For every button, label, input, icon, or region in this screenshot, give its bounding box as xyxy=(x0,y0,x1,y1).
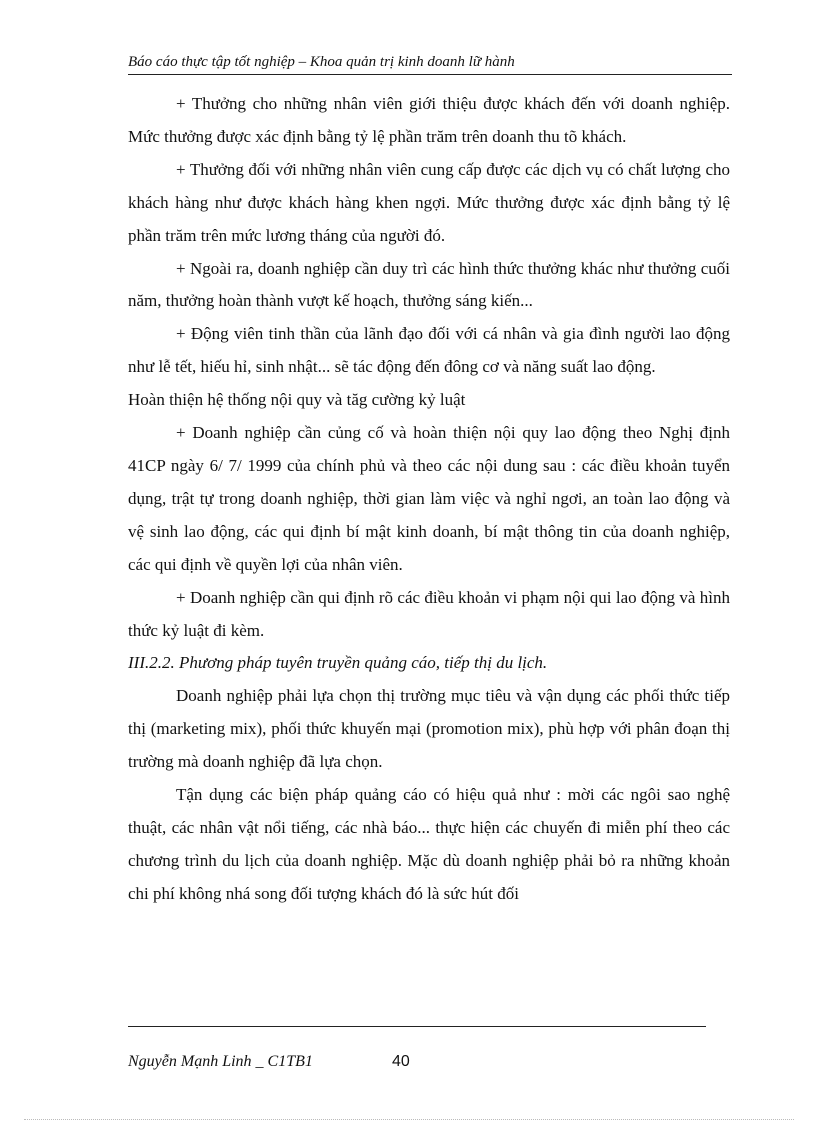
paragraph-violations: + Doanh nghiệp cần qui định rõ các điều khoản vi phạm nội qui lao động và hình thức kỷ luật đi kèm. xyxy=(128,587,730,640)
running-header xyxy=(128,52,732,75)
running-header-title: Báo cáo thực tập tốt nghiệp – Khoa quản trị kinh doanh lữ hành xyxy=(128,54,515,70)
page-body xyxy=(128,88,730,911)
section-heading-marketing: III.2.2. Phương pháp tuyên truyền quảng cáo, tiếp thị du lịch. xyxy=(128,653,548,673)
paragraph-target-market: Doanh nghiệp phải lựa chọn thị trường mục tiêu và vận dụng các phối thức tiếp thị (marketing mix), phối thức khuyến mại (promotion mix), phù hợp với phân đoạn thị trường mà doanh nghiệp đã lựa chọn. xyxy=(128,686,730,772)
footer-author: Nguyễn Mạnh Linh _ C1TB1 xyxy=(128,1053,313,1070)
paragraph-internal-rules: + Doanh nghiệp cần củng cố và hoàn thiện nội quy lao động theo Nghị định 41CP ngày 6/ 7/ 1999 của chính phủ và theo các nội dung sau : các điều khoản tuyển dụng, trật tự trong doanh nghiệp, thời gian làm việc và nghỉ ngơi, an toàn lao động và vệ sinh lao động, các qui định bí mật kinh doanh, bí mật thông tin của doanh nghiệp, các qui định về quyền lợi của nhân viên. xyxy=(128,423,730,574)
paragraph-advertising: Tận dụng các biện pháp quảng cáo có hiệu quả như : mời các ngôi sao nghệ thuật, các nhân vật nổi tiếng, các nhà báo... thực hiện các chuyến đi miễn phí theo các chương trình du lịch của doanh nghiệp. Mặc dù doanh nghiệp phải bỏ ra những khoản chi phí không nhá song đối tượng khách đó là sức hút đối xyxy=(128,785,730,903)
subheading-discipline: Hoàn thiện hệ thống nội quy và tăg cường kỷ luật xyxy=(128,390,466,410)
footer-divider xyxy=(128,1026,706,1027)
paragraph-bonus-service-quality: + Thưởng đối với những nhân viên cung cấp được các dịch vụ có chất lượng cho khách hàng như được khách hàng khen ngợi. Mức thưởng được xác định bằng tỷ lệ phần trăm trên mức lương tháng của người đó. xyxy=(128,159,730,245)
paragraph-motivation: + Động viên tinh thần của lãnh đạo đối với cá nhân và gia đình người lao động như lễ tết, hiếu hỉ, sinh nhật... sẽ tác động đến đông cơ và năng suất lao động. xyxy=(128,324,730,377)
paragraph-bonus-referral: + Thưởng cho những nhân viên giới thiệu được khách đến với doanh nghiệp. Mức thưởng được xác định bằng tỷ lệ phần trăm trên doanh thu tõ khách. xyxy=(128,94,730,146)
paragraph-bonus-other: + Ngoài ra, doanh nghiệp cần duy trì các hình thức thưởng khác như thưởng cuối năm, thưởng hoàn thành vượt kế hoạch, thưởng sáng kiến... xyxy=(128,258,730,311)
page-number: 40 xyxy=(392,1053,410,1070)
page-bottom-border xyxy=(24,1119,794,1120)
